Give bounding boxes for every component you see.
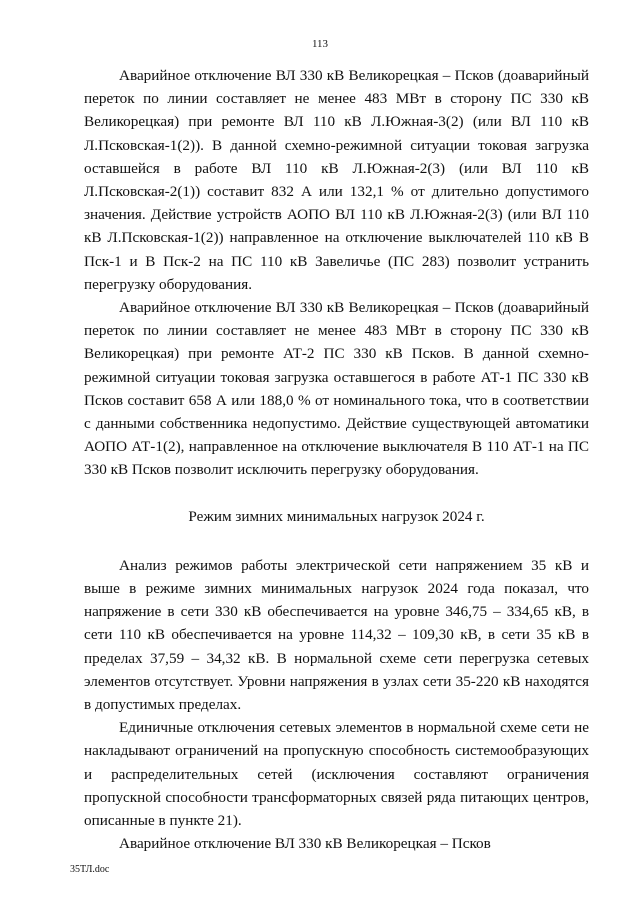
paragraph-outage-ps330-pskov-repair-at2: Аварийное отключение ВЛ 330 кВ Великорецкая – Псков (доаварийный переток по линии составляет не менее 483 МВт в сторону ПС 330 кВ Великорецкая) при ремонте АТ-2 ПС 330 кВ Псков. В данной схемно-режимной ситуации токовая загрузка оставшегося в работе АТ-1 ПС 330 кВ Псков составит 658 А или 188,0 % от номинального тока, что в соответствии с данными собственника недопустимо. Действие существующей автоматики АОПО АТ-1(2), направленное на отключение выключателя В 110 АТ-1 на ПС 330 кВ Псков позволит исключить перегрузку оборудования. — [84, 299, 589, 479]
paragraph-single-outages: Единичные отключения сетевых элементов в нормальной схеме сети не накладывают ограничений на пропускную способность системообразующих и распределительных сетей (исключения составляют ограничения пропускной способности трансформаторных связей ряда питающих центров, описанные в пункте 21). — [84, 719, 589, 830]
paragraph-voltage-analysis: Анализ режимов работы электрической сети напряжением 35 кВ и выше в режиме зимних минимальных нагрузок 2024 года показал, что напряжение в сети 330 кВ обеспечивается на уровне 346,75 – 334,65 кВ, в сети 110 кВ обеспечивается на уровне 114,32 – 109,30 кВ, в сети 35 кВ в пределах 37,59 – 34,32 кВ. В нормальной схеме сети перегрузка сетевых элементов отсутствует. Уровни напряжения в узлах сети 35-220 кВ находятся в допустимых пределах. — [84, 556, 589, 714]
page-number: 113 — [311, 38, 329, 50]
paragraph-outage-ps330-velikoretskaya-repair-line: Аварийное отключение ВЛ 330 кВ Великорецкая – Псков (доаварийный переток по линии составляет не менее 483 МВт в сторону ПС 330 кВ Великорецкая) при ремонте ВЛ 110 кВ Л.Южная-3(2) (или ВЛ 110 кВ Л.Псковская-1(2)). В данной схемно-режимной ситуации токовая загрузка оставшейся в работе ВЛ 110 кВ Л.Южная-2(3) (или ВЛ 110 кВ Л.Псковская-2(1)) составит 832 А или 132,1 % от длительно допустимого значения. Действие устройств АОПО ВЛ 110 кВ Л.Южная-2(3) (или ВЛ 110 кВ Л.Псковская-1(2)) направленное на отключение выключателей 110 кВ В Пск-1 и В Пск-2 на ПС 110 кВ Завеличье (ПС 283) позволит устранить перегрузку оборудования. — [84, 67, 589, 293]
paragraph-outage-continued: Аварийное отключение ВЛ 330 кВ Великорецкая – Псков — [119, 835, 491, 853]
footer-filename: 35ТЛ.doc — [70, 864, 110, 875]
section-heading: Режим зимних минимальных нагрузок 2024 г. — [188, 507, 485, 525]
document-body — [84, 64, 589, 856]
